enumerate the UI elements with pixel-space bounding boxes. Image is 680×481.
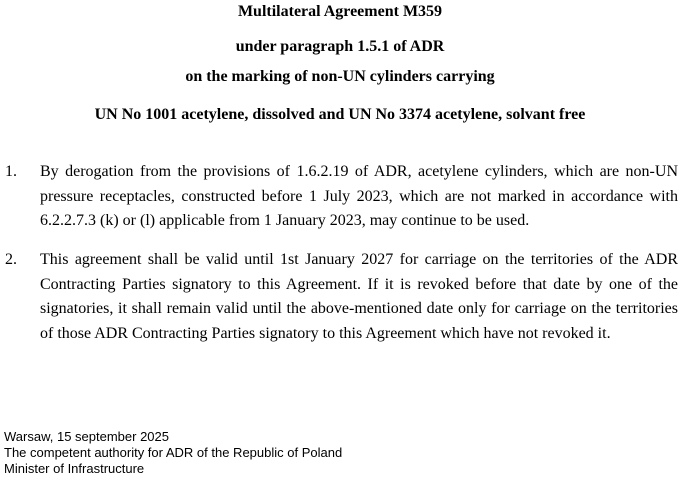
agreement-title: Multilateral Agreement M359 (237, 3, 443, 20)
list-item-text: By derogation from the provisions of 1.6.2.19 of ADR, acetylene cylinders, which are non-UN pressure receptacles, constructed before 1 July 2023, which are not marked in accordance with 6.2.2.7.3 (k) or (l) applicable from 1 January 2023, may continue to be used. (40, 163, 678, 229)
list-item-number: 1. (5, 163, 17, 180)
list-item-text: This agreement shall be valid until 1st January 2027 for carriage on the territories of the ADR Contracting Parties signatory to this Agreement. If it is revoked before that date by one of the signatories, it shall remain valid until the above-mentioned date only for carriage on the territories of those ADR Contracting Parties signatory to this Agreement which have not revoked it. (40, 251, 678, 342)
agreement-subject: UN No 1001 acetylene, dissolved and UN No 3374 acetylene, solvant free (94, 106, 586, 123)
signature-place-date: Warsaw, 15 september 2025 (4, 429, 169, 444)
list-item-number: 2. (5, 251, 17, 268)
signature-authority: The competent authority for ADR of the Republic of Poland (4, 445, 343, 460)
signature-block (4, 429, 342, 477)
agreement-subtitle-marking: on the marking of non-UN cylinders carrying (185, 68, 495, 85)
signature-ministry: Minister of Infrastructure (4, 461, 145, 476)
agreement-subtitle-paragraph: under paragraph 1.5.1 of ADR (235, 38, 445, 55)
